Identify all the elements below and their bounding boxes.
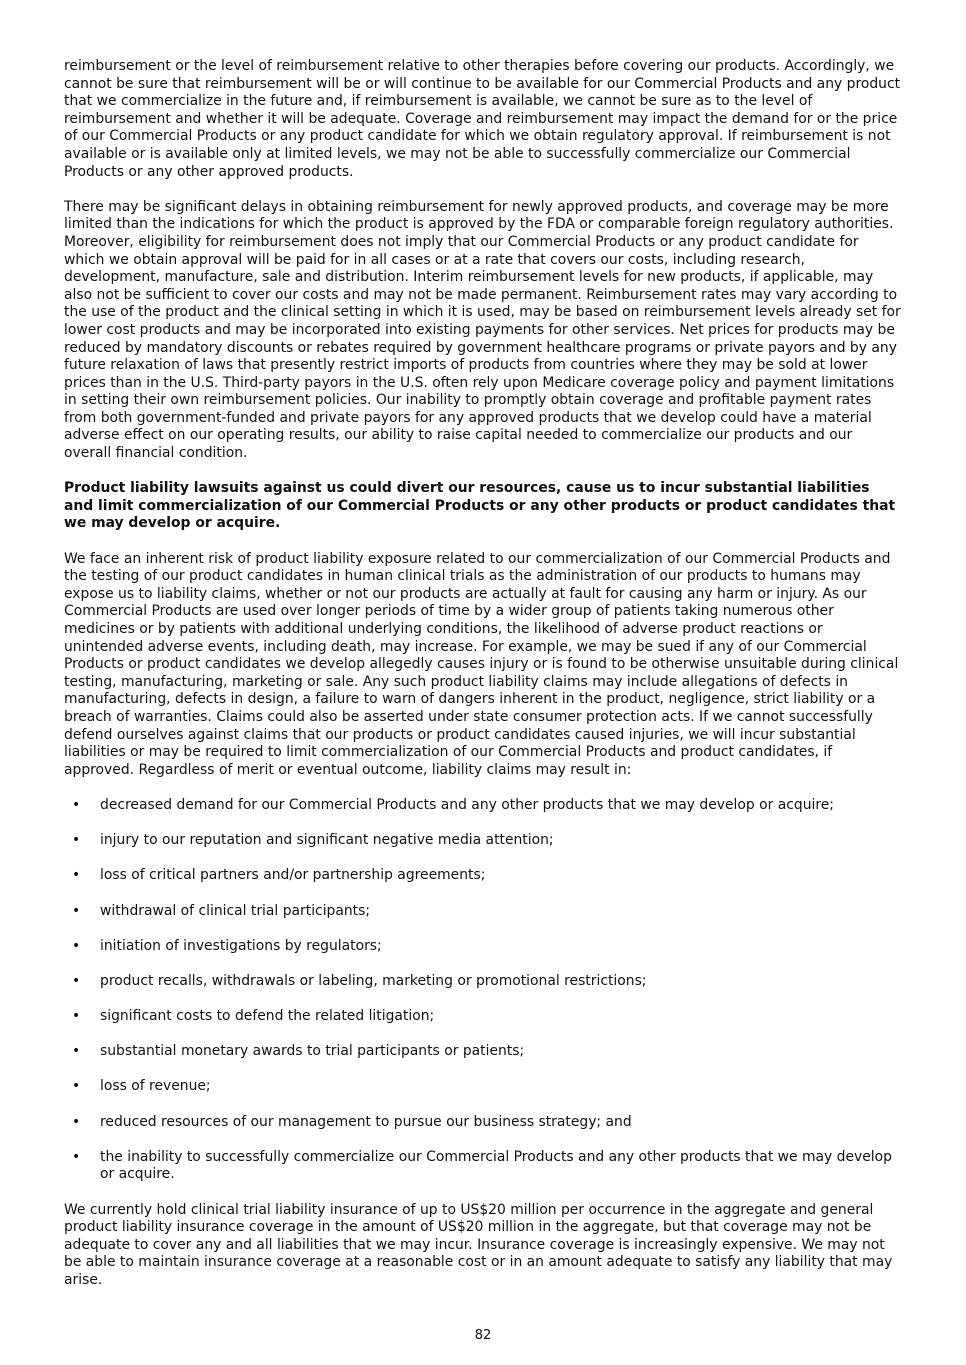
bullet-icon: • [72, 1078, 81, 1095]
list-item [64, 938, 902, 956]
bullet-icon: • [72, 902, 81, 919]
paragraph-insurance-coverage: We currently hold clinical trial liability insurance of up to US$20 million per occurrence in the aggregate and general product liability insurance coverage in the amount of US$20 million in the aggregate, but that coverage may not be adequate to cover any and all liabilities that we may incur. Insurance coverage is increasingly expensive. We may not be able to maintain insurance coverage at a reasonable cost or in an amount adequate to satisfy any liability that may arise. [64, 1201, 893, 1288]
list-item-text: withdrawal of clinical trial participants; [100, 902, 371, 919]
list-item-text: injury to our reputation and significant negative media attention; [100, 832, 554, 849]
section-heading-product-liability: Product liability lawsuits against us could divert our resources, cause us to incur substantial liabilities and limit commercialization of our Commercial Products or any other products or product candidates that we may develop or acquire. [64, 480, 896, 532]
bullet-icon: • [72, 1148, 81, 1165]
page-number: 82 [474, 1328, 492, 1343]
list-item [64, 1043, 902, 1061]
list-item [64, 867, 902, 885]
list-item-text: substantial monetary awards to trial participants or patients; [100, 1043, 525, 1060]
bullet-icon: • [72, 1043, 81, 1060]
bullet-icon: • [72, 867, 81, 884]
liability-consequences-list [64, 797, 902, 1184]
paragraph-reimbursement-availability: reimbursement or the level of reimbursement relative to other therapies before covering our products. Accordingly, we cannot be sure that reimbursement will be or will continue to be available for our Commercial Products and any product that we commercialize in the future and, if reimbursement is available, we cannot be sure as to the level of reimbursement and whether it will be adequate. Coverage and reimbursement may impact the demand for or the price of our Commercial Products or any product candidate for which we obtain regulatory approval. If reimbursement is not available or is available only at limited levels, we may not be able to successfully commercialize our Commercial Products or any other approved products. [64, 58, 901, 180]
list-item [64, 1114, 902, 1132]
list-item [64, 1078, 902, 1096]
list-item-text: initiation of investigations by regulators; [100, 937, 382, 954]
paragraph-liability-exposure: We face an inherent risk of product liability exposure related to our commercialization of our Commercial Products and the testing of our product candidates in human clinical trials as the administration of our products to humans may expose us to liability claims, whether or not our products are actually at fault for causing any harm or injury. As our Commercial Products are used over longer periods of time by a wider group of patients taking numerous other medicines or by patients with additional underlying conditions, the likelihood of adverse product reactions or unintended adverse events, including death, may increase. For example, we may be sued if any of our Commercial Products or product candidates we develop allegedly causes injury or is found to be otherwise unsuitable during clinical testing, manufacturing, marketing or sale. Any such product liability claims may include allegations of defects in manufacturing, defects in design, a failure to warn of dangers inherent in the product, negligence, strict liability or a breach of warranties. Claims could also be asserted under state consumer protection acts. If we cannot successfully defend ourselves against claims that our products or product candidates caused injuries, we will incur substantial liabilities or may be required to limit commercialization of our Commercial Products and product candidates, if approved. Regardless of merit or eventual outcome, liability claims may result in: [64, 550, 899, 778]
bullet-icon: • [72, 1008, 81, 1025]
list-item [64, 903, 902, 921]
bullet-icon: • [72, 832, 81, 849]
bullet-icon: • [72, 1113, 81, 1130]
list-item-text: the inability to successfully commercialize our Commercial Products and any other products that we may develop or acquire. [100, 1148, 892, 1183]
list-item [64, 1008, 902, 1026]
list-item-text: product recalls, withdrawals or labeling, marketing or promotional restrictions; [100, 972, 647, 989]
list-item [64, 797, 902, 815]
bullet-icon: • [72, 972, 81, 989]
bullet-icon: • [72, 796, 81, 813]
list-item-text: loss of critical partners and/or partnership agreements; [100, 867, 486, 884]
list-item-text: significant costs to defend the related litigation; [100, 1008, 435, 1025]
list-item [64, 1149, 902, 1184]
paragraph-reimbursement-delays: There may be significant delays in obtaining reimbursement for newly approved products, and coverage may be more limited than the indications for which the product is approved by the FDA or comparable foreign regulatory authorities. Moreover, eligibility for reimbursement does not imply that our Commercial Products or any product candidate for which we obtain approval will be paid for in all cases or at a rate that covers our costs, including research, development, manufacture, sale and distribution. Interim reimbursement levels for new products, if applicable, may also not be sufficient to cover our costs and may not be made permanent. Reimbursement rates may vary according to the use of the product and the clinical setting in which it is used, may be based on reimbursement levels already set for lower cost products and may be incorporated into existing payments for other services. Net prices for products may be reduced by mandatory discounts or rebates required by government healthcare programs or private payors and by any future relaxation of laws that presently restrict imports of products from countries where they may be sold at lower prices than in the U.S. Third-party payors in the U.S. often rely upon Medicare coverage policy and payment limitations in setting their own reimbursement policies. Our inability to promptly obtain coverage and profitable payment rates from both government-funded and private payors for any approved products that we develop could have a material adverse effect on our operating results, our ability to raise capital needed to commercialize our products and our overall financial condition. [64, 198, 901, 462]
list-item-text: reduced resources of our management to pursue our business strategy; and [100, 1113, 632, 1130]
list-item [64, 832, 902, 850]
bullet-icon: • [72, 937, 81, 954]
list-item-text: loss of revenue; [100, 1078, 211, 1095]
list-item-text: decreased demand for our Commercial Products and any other products that we may develop or acquire; [100, 796, 834, 813]
list-item [64, 973, 902, 991]
